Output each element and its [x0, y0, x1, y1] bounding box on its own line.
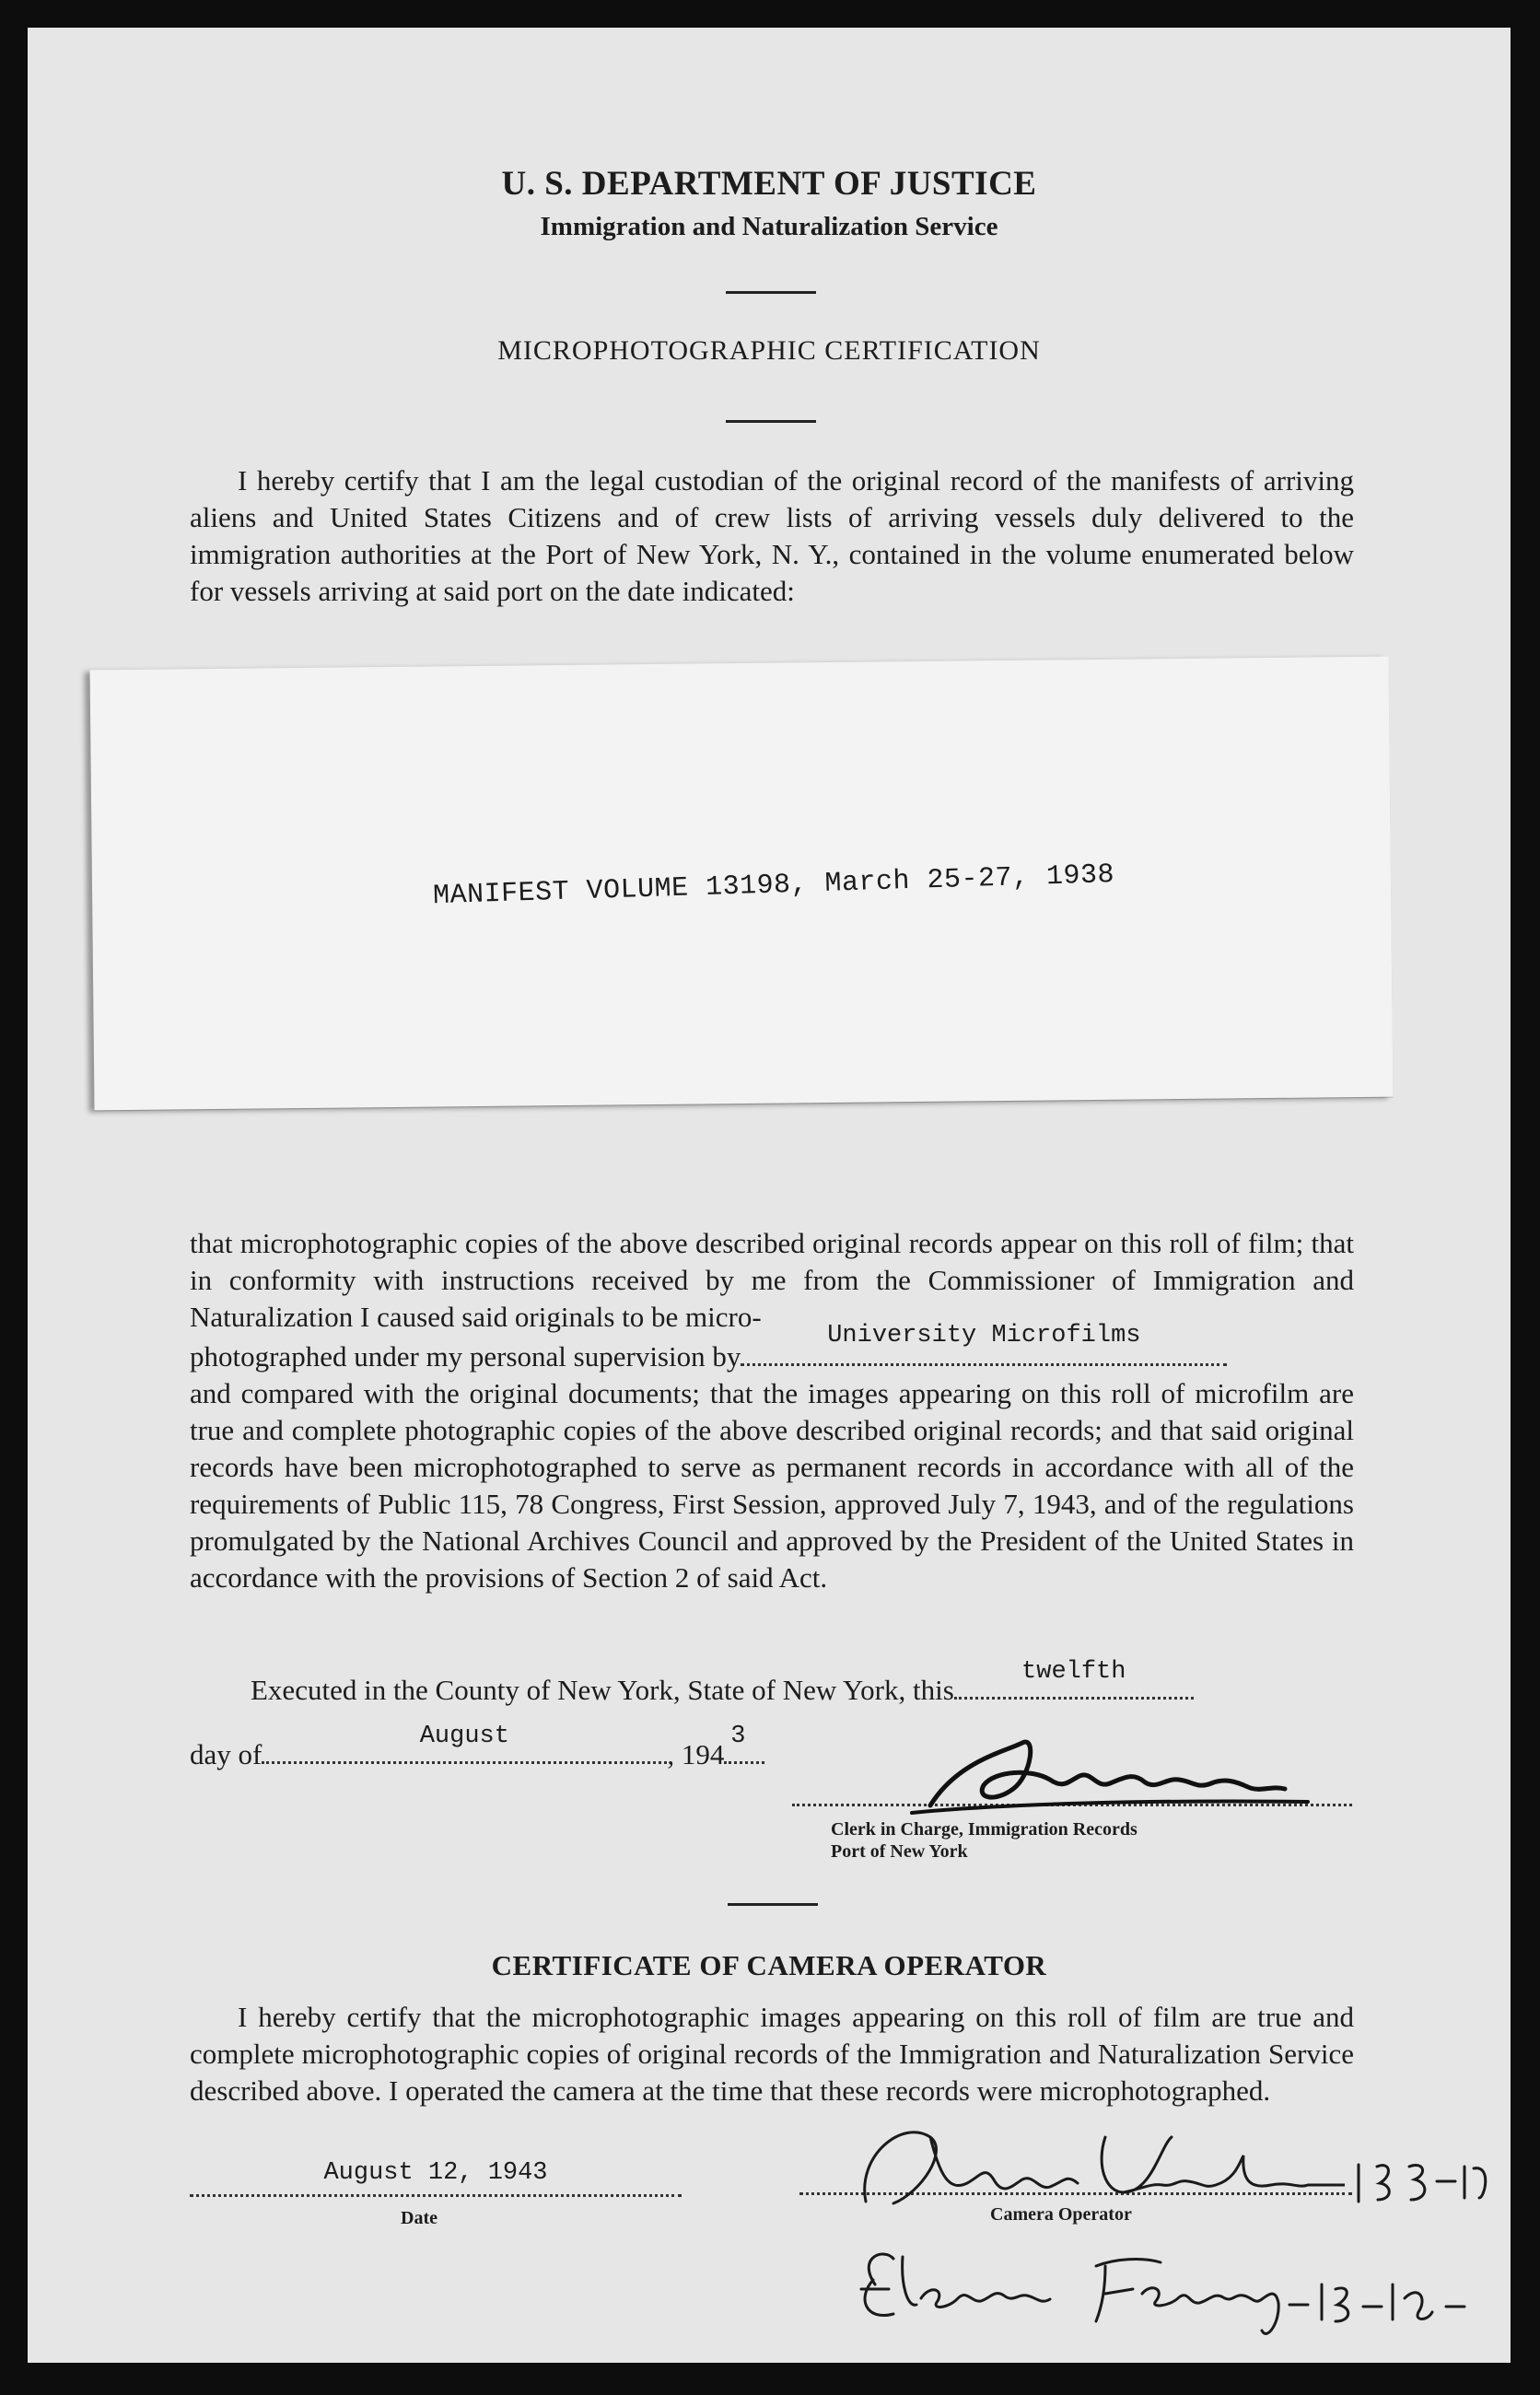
body-text-part1: that microphotographic copies of the above described original records appear on this roll of film; that in conformity with instructions received by me from the Commissioner of Immigration and Naturalization I caused said originals to be micro- — [190, 1227, 1354, 1333]
day-of-label: day of — [190, 1738, 262, 1770]
divider — [726, 291, 816, 294]
day-value: twelfth — [1021, 1658, 1126, 1686]
year-prefix: , 194 — [667, 1738, 725, 1770]
camera-paragraph — [190, 1999, 1354, 2109]
certification-document — [28, 28, 1511, 2363]
year-value: 3 — [730, 1723, 746, 1750]
body-paragraph — [190, 1225, 1354, 1596]
supervisor-value: University Microfilms — [827, 1322, 1141, 1349]
body-text-part2: and compared with the original documents; that the images appearing on this roll of microfilm are true and complete photographic copies of the above described original records; and that said original records have been microphotographed to serve as permanent records in accordance with all of the requirements of Public 115, 78 Congress, First Session, approved July 7, 1943, and of the regulations promulgated by the National Archives Council and approved by the President of the United States in accordance with the provisions of Section 2 of said Act. — [190, 1377, 1354, 1594]
clerk-signature — [875, 1724, 1336, 1826]
clerk-title: Clerk in Charge, Immigration Records — [831, 1819, 1138, 1840]
execution-prefix: Executed in the County of New York, State of New York, this — [251, 1674, 954, 1706]
date-field — [190, 2157, 682, 2197]
day-field — [954, 1658, 1194, 1700]
certification-title: MICROPHOTOGRAPHIC CERTIFICATION — [497, 335, 1041, 366]
clerk-title-block — [831, 1818, 1138, 1863]
divider — [726, 420, 816, 423]
supervision-prefix: photographed under my personal supervision by — [190, 1340, 741, 1373]
year-field — [724, 1723, 764, 1764]
month-value: August — [419, 1723, 509, 1750]
execution-line — [251, 1658, 1194, 1707]
operator-label: Camera Operator — [990, 2204, 1132, 2225]
supervisor-field — [741, 1322, 1227, 1366]
date-value: August 12, 1943 — [323, 2159, 548, 2187]
manifest-volume-text: MANIFEST VOLUME 13198, March 25-27, 1938 — [432, 859, 1115, 913]
camera-certificate-title: CERTIFICATE OF CAMERA OPERATOR — [491, 1949, 1047, 1981]
attached-manifest-slip — [90, 657, 1394, 1111]
divider — [728, 1903, 818, 1906]
intro-text: I hereby certify that I am the legal custodian of the original record of the manifests of arriving aliens and United States Citizens and of crew lists of arriving vessels duly delivered to the immigration authorities at the Port of New York, N. Y., contained in the volume enumerated below for vessels arriving at said port on the date indicated: — [190, 464, 1354, 607]
service-subheading: Immigration and Naturalization Service — [540, 212, 998, 241]
supervision-line — [190, 1322, 1354, 1375]
camera-operator-signatures — [829, 2100, 1492, 2367]
date-label: Date — [401, 2208, 438, 2228]
clerk-port: Port of New York — [831, 1841, 968, 1862]
date-line — [190, 1723, 764, 1771]
camera-text: I hereby certify that the microphotographic images appearing on this roll of film are true and complete microphotographic copies of original records of the Immigration and Naturalization Service described above. I operated the camera at the time that these records were microphotographed. — [190, 2001, 1354, 2107]
month-field — [262, 1723, 667, 1764]
department-heading: U. S. DEPARTMENT OF JUSTICE — [501, 165, 1037, 203]
intro-paragraph — [190, 462, 1354, 610]
